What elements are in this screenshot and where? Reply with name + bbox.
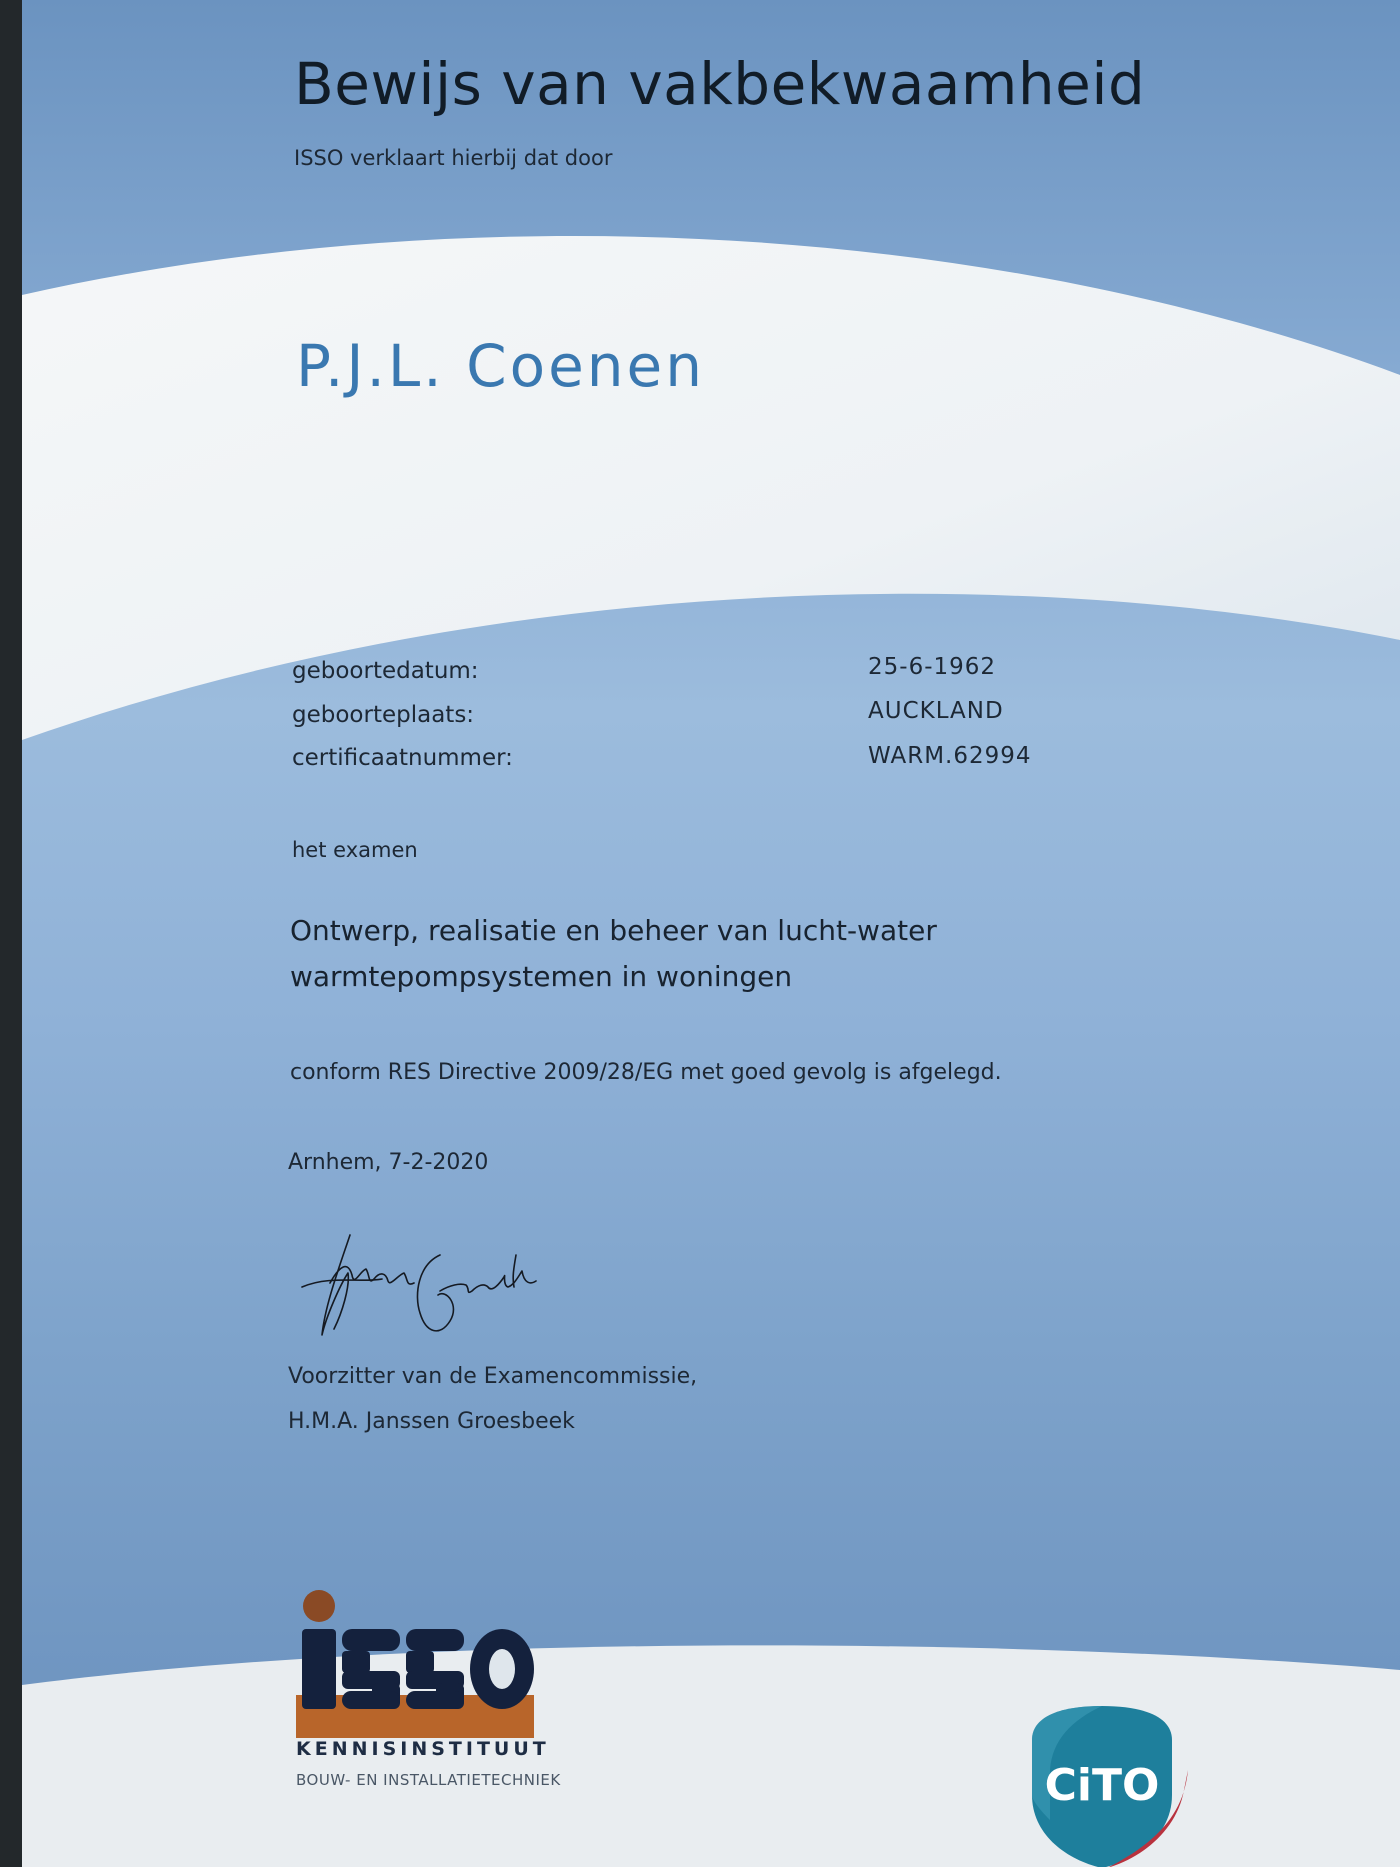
holder-name: P.J.L. Coenen — [296, 332, 705, 400]
isso-logo — [294, 1585, 554, 1795]
top-white-wave — [22, 236, 1400, 740]
isso-tagline-2: BOUW- EN INSTALLATIETECHNIEK — [296, 1771, 561, 1789]
certificate-number-label: certificaatnummer: — [292, 745, 513, 771]
exam-intro: het examen — [292, 838, 418, 862]
birthplace-label: geboorteplaats: — [292, 702, 475, 728]
place-date: Arnhem, 7-2-2020 — [288, 1150, 489, 1175]
intro-text: ISSO verklaart hierbij dat door — [294, 146, 613, 170]
birthdate-label: geboortedatum: — [292, 658, 479, 684]
svg-text:CiTO: CiTO — [1044, 1760, 1160, 1811]
isso-tagline-1: KENNISINSTITUUT — [296, 1738, 550, 1760]
signatory-name: H.M.A. Janssen Groesbeek — [288, 1409, 575, 1434]
cito-logo — [1012, 1700, 1192, 1867]
conformity-statement: conform RES Directive 2009/28/EG met goed gevolg is afgelegd. — [290, 1060, 1002, 1085]
exam-title-line-1: Ontwerp, realisatie en beheer van lucht-water — [290, 914, 937, 947]
certificate-title: Bewijs van vakbekwaamheid — [294, 50, 1146, 118]
isso-logo-dot — [303, 1590, 335, 1622]
bottom-white-wave — [22, 1645, 1400, 1867]
certificate — [22, 0, 1400, 1867]
birthplace-value: AUCKLAND — [868, 698, 1004, 724]
certificate-number-value: WARM.62994 — [868, 743, 1032, 769]
signatory-role: Voorzitter van de Examencommissie, — [288, 1364, 698, 1389]
birthdate-value: 25-6-1962 — [868, 654, 997, 680]
exam-title-line-2: warmtepompsystemen in woningen — [290, 960, 793, 993]
signature — [290, 1225, 560, 1345]
